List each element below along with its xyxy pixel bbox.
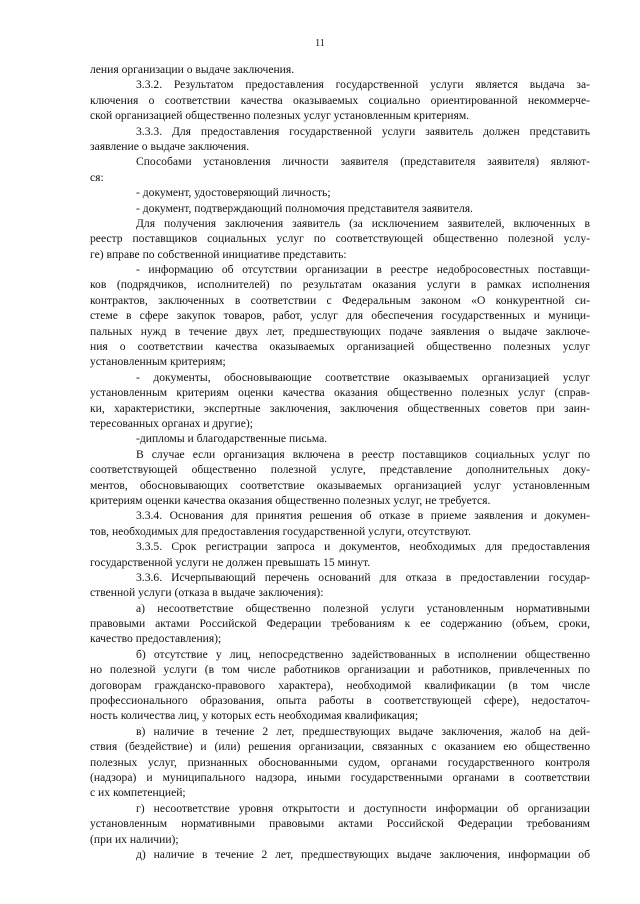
text-line: В случае если организация включена в реестр поставщиков социальных услуг по — [136, 447, 590, 461]
text-line: ления организации о выдаче заключения. — [90, 63, 295, 76]
text-line: пальных нужд в течение двух лет, предшествующих подаче заявления о выдаче заключе- — [90, 324, 590, 338]
text-line: ключения о соответствии качества оказываемых социально ориентированной некоммерче- — [90, 93, 590, 107]
text-line: 3.3.5. Срок регистрации запроса и документов, необходимых для предоставления — [136, 540, 590, 554]
text-line: профессионального образования, опыта работы в соответствующей сфере), недостаточ- — [90, 694, 590, 708]
text-line: установленным критериям оценки качества оказания общественно полезных услуг (справ- — [90, 386, 590, 400]
text-line: качество предоставления); — [90, 632, 222, 646]
text-line: соответствующей общественно полезной услуге, представление дополнительных доку- — [90, 463, 590, 477]
text-line: -дипломы и благодарственные письма. — [136, 432, 328, 446]
text-line: критериям оценки качества оказания общественно полезных услуг, не требуется. — [90, 493, 491, 507]
text-line: ментов, обосновывающих соответствие оказываемых организацией услуг установленным — [90, 478, 590, 492]
text-line: установленным критериям; — [90, 355, 226, 369]
document-body — [90, 62, 590, 862]
text-line: тересованных органах и другие); — [90, 416, 253, 430]
text-line: тов, необходимых для предоставления государственной услуги, отсутствуют. — [90, 524, 471, 538]
text-line: реестр поставщиков социальных услуг по соответствующей общественно полезной услу- — [90, 232, 590, 246]
text-line: - документы, обосновывающие соответствие оказываемых организацией услуг — [136, 370, 590, 384]
text-line: Способами установления личности заявителя (представителя заявителя) являют- — [136, 155, 590, 169]
text-line: (надзора) и муниципального надзора, иными государственными органами в соответствии — [90, 770, 590, 784]
text-line: в) наличие в течение 2 лет, предшествующих выдаче заключения, жалоб на дей- — [136, 724, 590, 738]
text-line: ствия (бездействие) и (или) решения организации, связанных с оказанием ею общественно — [90, 740, 590, 754]
text-line: ге) вправе по собственной инициативе представить: — [90, 247, 347, 261]
text-line: 3.3.2. Результатом предоставления государственной услуги является выдача за- — [136, 78, 590, 92]
text-line: б) отсутствие у лиц, непосредственно задействованных в исполнении общественно — [136, 647, 590, 661]
text-line: заявление о выдаче заключения. — [90, 139, 250, 153]
text-line: 3.3.6. Исчерпывающий перечень оснований для отказа в предоставлении государ- — [136, 570, 590, 584]
text-line: но полезной услуги (в том числе работников организации и работников, привлеченных по — [90, 663, 590, 677]
text-line: государственной услуги не должен превышать 15 минут. — [90, 555, 371, 569]
text-line: 3.3.4. Основания для принятия решения об отказе в приеме заявления и докумен- — [136, 509, 590, 523]
text-line: - информацию об отсутствии организации в реестре недобросовестных поставщи- — [136, 263, 590, 277]
text-line: - документ, удостоверяющий личность; — [136, 186, 331, 200]
text-line: ния о соответствии качества оказываемых организацией общественно полезных услуг — [90, 340, 590, 354]
text-line: стеме в сфере закупок товаров, работ, услуг для обеспечения государственных и муници- — [90, 309, 590, 323]
text-line: д) наличие в течение 2 лет, предшествующих выдаче заключения, информации об — [136, 847, 590, 861]
text-line: ки, характеристики, экспертные заключения, заключения общественных советов при заин- — [90, 401, 590, 415]
text-line: ность количества лиц, у которых есть необходимая квалификация; — [90, 709, 419, 723]
text-line: с их компетенцией; — [90, 786, 186, 800]
text-line: ков (подрядчиков, исполнителей) по результатам оказания услуги в рамках исполнения — [90, 278, 590, 292]
text-line: контрактов, заключенных в соответствии с Федеральным законом «О конкурентной си- — [90, 293, 590, 307]
page-number: 11 — [315, 38, 325, 49]
text-line: ся: — [90, 170, 104, 184]
text-line: - документ, подтверждающий полномочия представителя заявителя. — [136, 201, 473, 215]
text-line: ской организацией общественно полезных услуг установленным критериям. — [90, 109, 470, 123]
text-line: (при их наличии); — [90, 832, 179, 846]
text-line: правовыми актами Российской Федерации требованиям к ее содержанию (объем, сроки, — [90, 617, 590, 631]
text-line: ственной услуги (отказа в выдаче заключения): — [90, 586, 324, 600]
text-line: Для получения заключения заявитель (за исключением заявителей, включенных в — [136, 216, 590, 230]
text-line: г) несоответствие уровня открытости и доступности информации об организации — [136, 801, 590, 815]
text-line: договорам гражданско-правового характера), необходимой квалификации (в том числе — [90, 678, 590, 692]
text-line: полезных услуг, признанных обоснованными судом, органами государственного контроля — [90, 755, 590, 769]
text-line: а) несоответствие общественно полезной услуги установленным нормативными — [136, 601, 590, 615]
text-line: 3.3.3. Для предоставления государственной услуги заявитель должен представить — [136, 124, 590, 138]
text-line: установленным нормативными правовыми актами Российской Федерации требованиям — [90, 817, 590, 831]
